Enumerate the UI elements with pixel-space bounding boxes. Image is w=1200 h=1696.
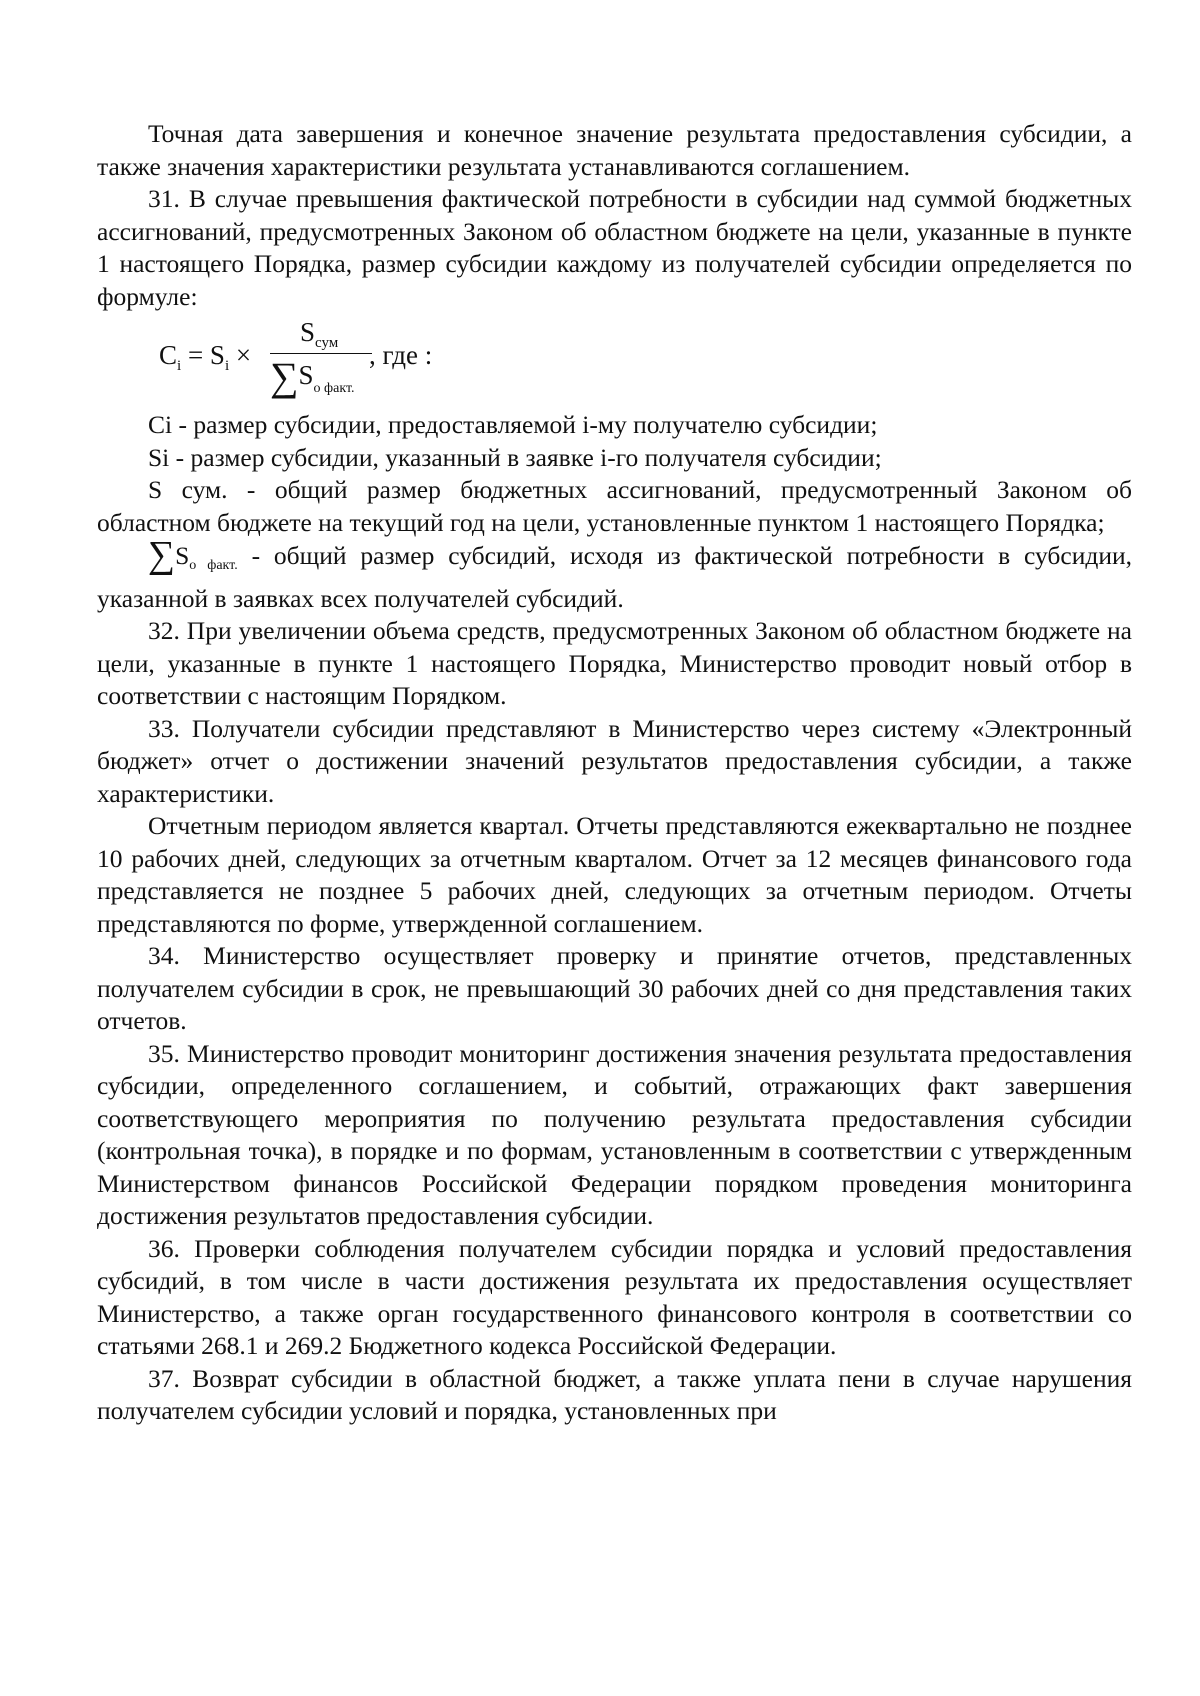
definition-ci: Ci - размер субсидии, предоставляемой i-му получателю субсидии; bbox=[148, 410, 878, 439]
sigma-s: S bbox=[175, 541, 190, 570]
paragraph-36: 36. Проверки соблюдения получателем субсидии порядка и условий предоставления субсидий, в том числе в части достижения результата их предоставления осуществляет Министерство, а также орган государственного финансового контроля в соответствии со статьями 268.1 и 269.2 Бюджетного кодекса Российской Федерации. bbox=[97, 1233, 1132, 1360]
paragraph-33-reporting: Отчетным периодом является квартал. Отчеты представляются ежеквартально не позднее 10 рабочих дней, следующих за отчетным кварталом. Отчет за 12 месяцев финансового года представляется не позднее 5 рабочих дней, следующих за отчетным периодом. Отчеты представляются по форме, утвержденной соглашением. bbox=[97, 811, 1132, 938]
formula-fraction bbox=[270, 313, 375, 409]
formula-lhs bbox=[159, 340, 251, 375]
definition-si: Si - размер субсидии, указанный в заявке i-го получателя субсидии; bbox=[148, 442, 882, 472]
sigma-symbol: ∑ bbox=[148, 534, 176, 576]
definition-sfact-text: - общий размер субсидий, исходя из фактической потребности в субсидии, указанной в заявках всех получателей субсидий. bbox=[97, 541, 1133, 613]
paragraph-33: 33. Получатели субсидии представляют в Министерство через систему «Электронный бюджет» отчет о достижении значений результатов предоставления субсидии, а также характеристики. bbox=[97, 713, 1132, 808]
paragraph-34: 34. Министерство осуществляет проверку и принятие отчетов, представленных получателем субсидии в срок, не превышающий 30 рабочих дней со дня представления таких отчетов. bbox=[97, 941, 1132, 1035]
formula-c-sub: i bbox=[177, 358, 182, 374]
paragraph-37: 37. Возврат субсидии в областной бюджет, а также уплата пени в случае нарушения получателем субсидии условий и порядка, установленных при bbox=[97, 1363, 1132, 1425]
paragraph-31: 31. В случае превышения фактической потребности в субсидии над суммой бюджетных ассигнований, предусмотренных Законом об областном бюджете на цели, указанные в пункте 1 настоящего Порядка, размер субсидии каждому из получателей субсидии определяется по формуле: bbox=[97, 184, 1132, 311]
formula-times: × bbox=[235, 340, 252, 370]
formula-numerator: $S_{сум}$ bbox=[300, 317, 339, 351]
formula-where: , где : bbox=[369, 340, 433, 370]
sigma-sub: о факт. bbox=[189, 558, 238, 573]
formula-c: C bbox=[159, 340, 178, 370]
paragraph-35: 35. Министерство проводит мониторинг достижения значения результата предоставления субсидии, определенного соглашением, и событий, отражающих факт завершения соответствующего мероприятия по получению результата предоставления субсидии (контрольная точка), в порядке и по формам, установленным в соответствии с утвержденным Министерством финансов Российской Федерации порядком проведения мониторинга достижения результатов предоставления субсидии. bbox=[97, 1038, 1132, 1230]
paragraph-result-date: Точная дата завершения и конечное значение результата предоставления субсидии, а также значения характеристики результата устанавливаются соглашением. bbox=[97, 119, 1132, 181]
definition-ssum: S сум. - общий размер бюджетных ассигнований, предусмотренный Законом об областном бюджете на текущий год на цели, установленные пунктом 1 настоящего Порядка; bbox=[97, 475, 1132, 537]
subsidy-formula bbox=[97, 313, 1132, 409]
formula-s-sub: i bbox=[224, 358, 230, 374]
definition-sfact bbox=[97, 534, 1133, 615]
formula-eq: = S bbox=[187, 340, 225, 370]
paragraph-32: 32. При увеличении объема средств, предусмотренных Законом об областном бюджете на цели, указанные в пункте 1 настоящего Порядка, Министерство проводит новый отбор в соответствии с настоящим Порядком. bbox=[97, 616, 1132, 710]
formula-denominator: $\sum S_{о факт.}$ bbox=[270, 354, 355, 399]
